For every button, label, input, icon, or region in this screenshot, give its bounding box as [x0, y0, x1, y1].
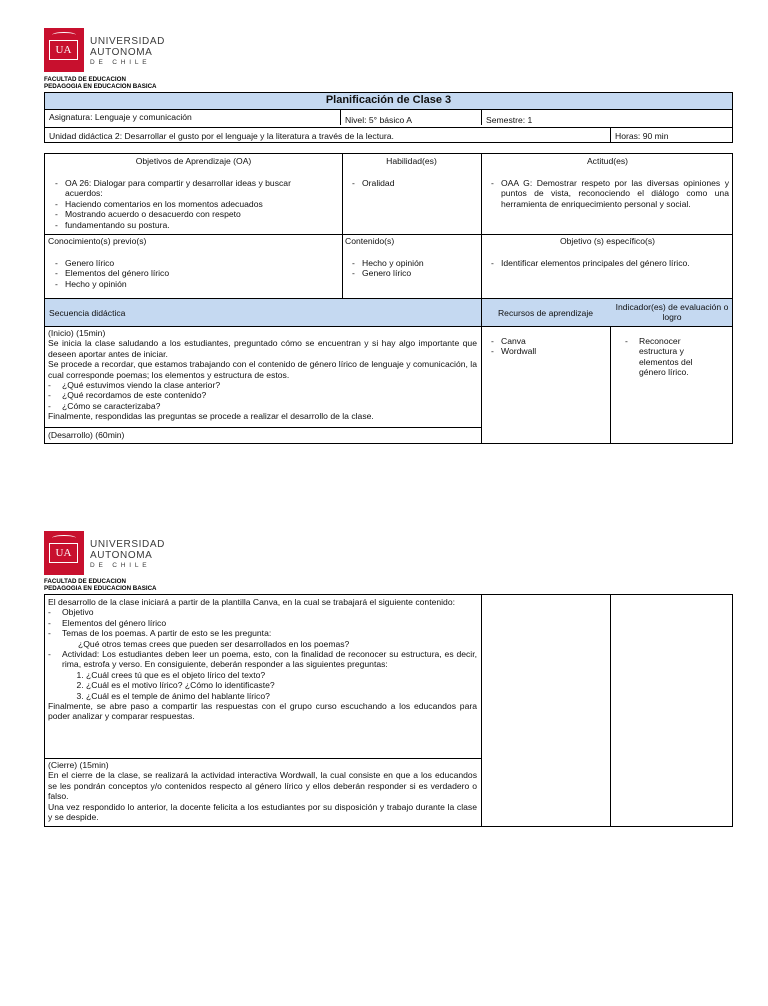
- logo-line-3: DE CHILE: [90, 59, 151, 66]
- cierre-section: [48, 760, 477, 822]
- list-item: - ¿Cómo se caracterizaba?: [32, 401, 477, 411]
- list-item: - Identificar elementos principales del género lírico.: [487, 258, 717, 268]
- inicio-paragraph-2: Se procede a recordar, que estamos trabajando con el contenido de género lírico de lenguaje y comunicación, la cual corresponde poemas; los elementos y estructura de estos.: [48, 359, 477, 380]
- actitud-list: [487, 178, 729, 209]
- logo-line-2: AUTONOMA: [90, 47, 153, 58]
- list-item: - Genero lírico: [348, 268, 478, 278]
- indicador-list: [615, 336, 715, 378]
- logo-line-3: DE CHILE: [90, 562, 151, 569]
- list-item: - Elementos del género lírico: [51, 268, 331, 278]
- planning-table: [44, 153, 733, 444]
- oa-list: [51, 178, 313, 230]
- logo-line-1: UNIVERSIDAD: [90, 539, 165, 550]
- conocimiento-list: [51, 258, 331, 289]
- faculty-line-2: PEDAGOGIA EN EDUCACION BASICA: [44, 585, 157, 592]
- inicio-paragraph-1: Se inicia la clase saludando a los estudiantes, preguntado cómo se encuentran y si hay algo importante que deseen aportar antes de iniciar.: [48, 338, 477, 359]
- header-table: [44, 92, 733, 143]
- faculty-line-1: FACULTAD DE EDUCACION: [44, 76, 126, 83]
- list-item: - Hecho y opinión: [51, 279, 331, 289]
- oa-header: Objetivos de Aprendizaje (OA): [135, 156, 252, 166]
- list-item: - Temas de los poemas. A partir de esto se les pregunta:: [32, 628, 477, 638]
- unidad-cell: Unidad didáctica 2: Desarrollar el gusto por el lenguaje y la literatura a través de la lectura.: [49, 131, 394, 141]
- habilidad-list: [348, 178, 478, 188]
- contenido-header: Contenido(s): [345, 236, 395, 246]
- list-item: - Elementos del género lírico: [32, 618, 477, 628]
- list-item: - Hecho y opinión: [348, 258, 478, 268]
- especifico-header: Objetivo (s) específico(s): [559, 236, 656, 246]
- secuencia-header: Secuencia didáctica: [49, 308, 126, 318]
- list-item: 2. ¿Cuál es el motivo lírico? ¿Cómo lo identificaste?: [86, 680, 477, 690]
- recursos-list: [487, 336, 607, 357]
- conocimiento-header: Conocimiento(s) previo(s): [48, 236, 147, 246]
- cierre-paragraph-2: Una vez respondido lo anterior, la docente felicita a los estudiantes por su disposición y trabajo durante la clase y se despide.: [48, 801, 477, 823]
- desarrollo-label: (Desarrollo) (60min): [48, 430, 125, 440]
- logo-emblem: [44, 531, 84, 575]
- cierre-label: (Cierre) (15min): [48, 760, 109, 770]
- horas-cell: Horas: 90 min: [615, 131, 669, 141]
- desarrollo-intro: El desarrollo de la clase iniciará a partir de la plantilla Canva, en la cual se trabajará el siguiente contenido:: [48, 597, 456, 607]
- list-item: - ¿Qué recordamos de este contenido?: [32, 390, 477, 400]
- recursos-header: Recursos de aprendizaje: [497, 308, 594, 318]
- inicio-section: [48, 328, 477, 422]
- inicio-label: (Inicio) (15min): [48, 328, 106, 338]
- asignatura-cell: Asignatura: Lenguaje y comunicación: [49, 112, 192, 122]
- semestre-cell: Semestre: 1: [486, 115, 533, 125]
- header-title-row: [45, 93, 732, 109]
- list-item: 3. ¿Cuál es el temple de ánimo del hablante lírico?: [86, 691, 477, 701]
- list-item: - Oralidad: [348, 178, 478, 188]
- nivel-cell: Nivel: 5° básico A: [345, 115, 412, 125]
- list-item: - Canva: [487, 336, 607, 346]
- list-item: - fundamentando su postura.: [51, 220, 313, 230]
- faculty-label: [44, 76, 157, 90]
- faculty-line-2: PEDAGOGIA EN EDUCACION BASICA: [44, 83, 157, 90]
- logo-line-2: AUTONOMA: [90, 550, 153, 561]
- temas-question: ¿Qué otros temas crees que pueden ser desarrollados en los poemas?: [78, 638, 350, 649]
- desarrollo-section: [48, 597, 477, 722]
- contenido-list: [348, 258, 478, 279]
- logo-initials: UA: [49, 40, 78, 60]
- list-item: 1. ¿Cuál crees tú que es el objeto lírico del texto?: [86, 670, 477, 680]
- list-item: - OAA G: Demostrar respeto por las diversas opiniones y puntos de vista, reconociendo el diálogo como una herramienta de enriquecimiento personal y social.: [487, 178, 729, 209]
- list-item: - Objetivo: [32, 607, 477, 617]
- especifico-list: [487, 258, 717, 268]
- desarrollo-final: Finalmente, se abre paso a compartir las respuestas con el grupo curso escuchando a los educandos para poder analizar y comparar respuestas.: [48, 701, 477, 722]
- list-item: - ¿Qué estuvimos viendo la clase anterior?: [32, 380, 477, 390]
- list-item: - OA 26: Dialogar para compartir y desarrollar ideas y buscar acuerdos:: [51, 178, 313, 199]
- list-item: - Actividad: Los estudiantes deben leer un poema, esto, con la finalidad de reconocer su estructura, es decir, rima, estrofa y verso. En consiguiente, deberán responder a las siguientes preguntas:: [32, 649, 477, 670]
- list-item: - Reconocer estructura y elementos del género lírico.: [609, 336, 715, 378]
- cierre-paragraph-1: En el cierre de la clase, se realizará la actividad interactiva Wordwall, la cual consiste en que a los educandos se les pondrán conceptos y/o contenidos respecto al género lírico y ellos deberán responder si es verdadero o falso.: [48, 770, 477, 802]
- logo-line-1: UNIVERSIDAD: [90, 36, 165, 47]
- list-item: - Haciendo comentarios en los momentos adecuados: [51, 199, 313, 209]
- faculty-line-1: FACULTAD DE EDUCACION: [44, 578, 126, 585]
- list-item: - Wordwall: [487, 346, 607, 356]
- actitud-header: Actitud(es): [586, 156, 629, 166]
- list-item: - Mostrando acuerdo o desacuerdo con respeto: [51, 209, 313, 219]
- list-item: - Genero lírico: [51, 258, 331, 268]
- university-logo: [44, 28, 165, 72]
- university-logo: [44, 531, 165, 575]
- logo-initials: UA: [49, 543, 78, 563]
- inicio-paragraph-3: Finalmente, respondidas las preguntas se procede a realizar el desarrollo de la clase.: [48, 411, 374, 422]
- indicador-header: Indicador(es) de evaluación o logro: [615, 302, 729, 323]
- faculty-label: [44, 578, 157, 592]
- logo-emblem: [44, 28, 84, 72]
- planning-table-continued: [44, 594, 733, 827]
- page-title: Planificación de Clase 3: [325, 94, 452, 106]
- habilidad-header: Habilidad(es): [386, 156, 437, 166]
